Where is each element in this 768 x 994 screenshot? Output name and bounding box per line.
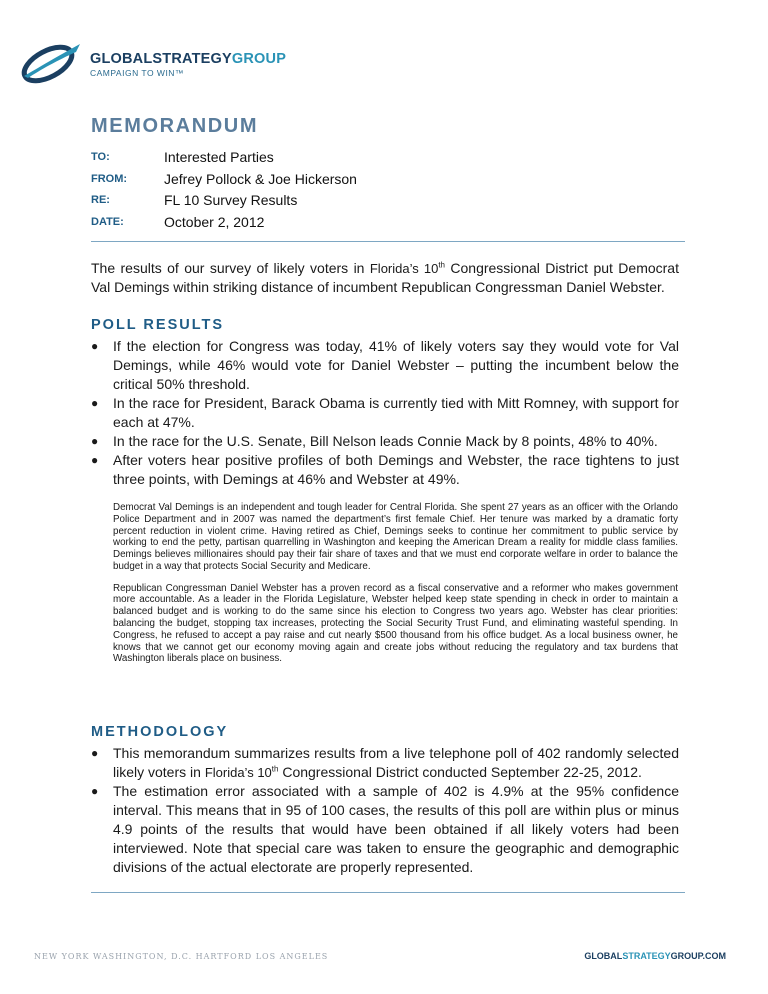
list-item-text: After voters hear positive profiles of both Demings and Webster, the race tightens to just three points, with Demings at 46% and Webster at 49%.	[113, 452, 679, 487]
list-item	[91, 394, 679, 432]
list-item	[91, 337, 679, 394]
logo-wordmark	[90, 51, 286, 67]
list-item	[91, 451, 679, 489]
url-word-global: GLOBAL	[584, 951, 623, 961]
header-value: Interested Parties	[164, 149, 274, 165]
list-item	[91, 744, 679, 782]
footer-office-cities: NEW YORK WASHINGTON, D.C. HARTFORD LOS ANGELES	[34, 952, 329, 961]
header-row-re	[91, 192, 691, 214]
methodology-heading: METHODOLOGY	[91, 724, 229, 740]
header-row-to	[91, 149, 691, 171]
list-item-text: The estimation error associated with a sample of 402 is 4.9% at the 95% confidence interval. This means that in 95 of 100 cases, the results of this poll are within plus or minus 4.9 points of the results that would have been obtained if all likely voters had been interviewed. Note that special care was taken to ensure the geographic and demographic divisions of the actual electorate are properly represented.	[113, 783, 679, 875]
list-item	[91, 432, 679, 451]
intro-superscript: th	[438, 260, 445, 270]
header-key: RE:	[91, 194, 110, 206]
profile-webster: Republican Congressman Daniel Webster has a proven record as a fiscal conservative and a reformer who makes government more accountable. As a leader in the Florida Legislature, Webster helped keep state spending in check in order to maintain a balanced budget and is working to do the same since his election to Congress two years ago. Webster has clear priorities: balancing the budget, stopping tax increases, protecting the Social Security Trust Fund, and eliminating wasteful spending. In Congress, he refused to accept a pay raise and cut nearly $500 thousand from his office budget. As a local business owner, he knows that we cannot get our economy moving again and create jobs without reducing the regulatory and tax burdens that Washington liberals place on business.	[113, 582, 678, 665]
list-item-text: In the race for President, Barack Obama is currently tied with Mitt Romney, with support for each at 47%.	[113, 395, 679, 430]
poll-results-heading: POLL RESULTS	[91, 317, 225, 333]
list-item-text-end: Congressional District conducted September 22-25, 2012.	[278, 764, 642, 780]
intro-state: Florida’s 10	[369, 261, 439, 276]
bullet-icon: ●	[91, 453, 99, 467]
header-key: TO:	[91, 151, 110, 163]
memo-header	[91, 149, 691, 235]
methodology-list	[91, 744, 679, 877]
intro-text: The results of our survey of likely voters in	[91, 260, 370, 276]
list-item-text: In the race for the U.S. Senate, Bill Nelson leads Connie Mack by 8 points, 48% to 40%.	[113, 433, 658, 449]
header-value: October 2, 2012	[164, 213, 265, 230]
header-row-from	[91, 171, 691, 193]
list-item-superscript: th	[271, 764, 279, 774]
header-row-date	[91, 214, 691, 236]
poll-results-list	[91, 337, 679, 489]
candidate-profiles	[113, 502, 678, 673]
logo-word-strategy: STRATEGY	[152, 51, 232, 67]
intro-text-end: Congressional District put Democrat Val Demings within striking distance of incumbent Republican Congressman Daniel Webster.	[91, 260, 679, 295]
logo-tagline: CAMPAIGN TO WIN™	[90, 68, 184, 78]
header-divider	[91, 241, 685, 242]
bullet-icon: ●	[91, 784, 99, 798]
bullet-icon: ●	[91, 339, 99, 353]
list-item-state: Florida’s 10	[204, 765, 272, 780]
footer-website-link[interactable]	[584, 951, 726, 961]
footer-divider	[91, 892, 685, 893]
list-item-text: If the election for Congress was today, 41% of likely voters say they would vote for Val Demings, while 46% would vote for Daniel Webster – putting the incumbent below the critical 50% threshold.	[113, 338, 679, 392]
url-word-group: GROUP.COM	[670, 951, 726, 961]
header-value: FL 10 Survey Results	[164, 192, 298, 208]
logo-word-group: GROUP	[231, 51, 287, 67]
header-key: DATE:	[91, 215, 124, 228]
swoosh-logo-icon	[18, 38, 82, 86]
header-value: Jefrey Pollock & Joe Hickerson	[164, 170, 357, 187]
bullet-icon: ●	[91, 746, 99, 760]
intro-paragraph	[91, 259, 679, 297]
url-word-strategy: STRATEGY	[622, 951, 671, 961]
memo-title: MEMORANDUM	[91, 115, 259, 137]
list-item	[91, 782, 679, 877]
header-key: FROM:	[91, 172, 128, 185]
company-logo	[18, 38, 298, 86]
bullet-icon: ●	[91, 434, 99, 448]
list-item-text: This memorandum summarizes results from a live telephone poll of 402 randomly selected likely voters in	[113, 745, 679, 780]
profile-demings: Democrat Val Demings is an independent and tough leader for Central Florida. She spent 27 years as an officer with the Orlando Police Department and in 2007 was named the department’s first female Chief. Her tenure was marked by a dramatic forty percent reduction in violent crime. Having retired as Chief, Demings seeks to continue her commitment to public service by working to end the petty, partisan quarrelling in Washington and keeping the American Dream a reality for middle class families. Demings believes millionaires should pay their fair share of taxes and that we must end corporate welfare in order to balance the budget in a way that protects Social Security and Medicare.	[113, 502, 678, 572]
bullet-icon: ●	[91, 396, 99, 410]
logo-word-global: GLOBAL	[90, 51, 153, 67]
